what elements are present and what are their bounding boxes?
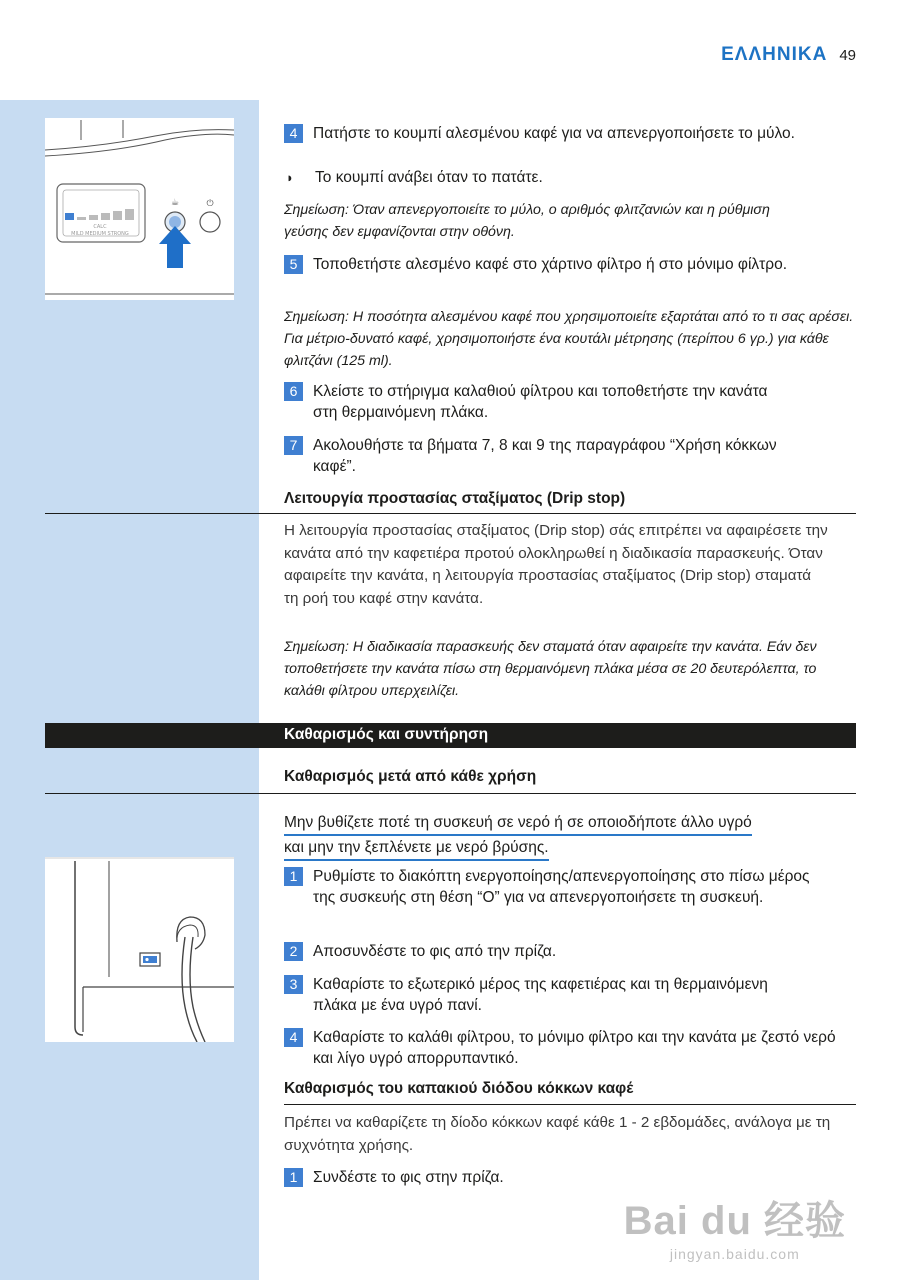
note-drip-stop xyxy=(284,636,856,702)
lid-cleaning-heading: Καθαρισμός του καπακιού διόδου κόκκων καφέ xyxy=(284,1080,634,1097)
svg-text:MILD MEDIUM STRONG: MILD MEDIUM STRONG xyxy=(71,231,129,237)
step-number: 5 xyxy=(284,255,303,274)
note-text: Όταν απενεργοποιείτε το μύλο, ο αριθμός φλιτζανιών και η ρύθμιση γεύσης δεν εμφανίζονται στην οθόνη. xyxy=(284,202,770,240)
plug-in-step-1 xyxy=(284,1167,856,1188)
note-text: Η ποσότητα αλεσμένου καφέ που χρησιμοποιείτε εξαρτάται από το τι σας αρέσει. Για μέτριο-δυνατό καφέ, χρησιμοποιήστε ένα κουτάλι μέτρησης (περίπου 6 γρ.) για κάθε φλιτζάνι (125 ml). xyxy=(284,309,854,369)
power-switch-illustration xyxy=(45,857,234,1042)
grinder-bullet xyxy=(284,167,856,188)
appliance-back-drawing xyxy=(45,857,234,1042)
step-text: Πατήστε το κουμπί αλεσμένου καφέ για να απενεργοποιήσετε το μύλο. xyxy=(313,125,795,142)
grinder-step-4 xyxy=(284,123,856,144)
step-number: 3 xyxy=(284,975,303,994)
step-text: Ακολουθήστε τα βήματα 7, 8 και 9 της παραγράφου “Χρήση κόκκων καφέ”. xyxy=(313,437,777,475)
section-band-title: Καθαρισμός και συντήρηση xyxy=(284,726,489,743)
clean-parts-step-4 xyxy=(284,1027,856,1069)
drip-stop-paragraph: Η λειτουργία προστασίας σταξίματος (Drip stop) σάς επιτρέπει να αφαιρέσετε την κανάτα από την καφετιέρα προτού ολοκληρωθεί η διαδικασία παρασκευής. Όταν αφαιρείτε την κανάτα, η λειτουργία προστασίας σταξίματος (Drip stop) σταματά τη ροή του καφέ στην κανάτα. xyxy=(284,522,828,607)
step-text: Αποσυνδέστε το φις από την πρίζα. xyxy=(313,943,557,960)
step-number: 7 xyxy=(284,436,303,455)
svg-text:⏻: ⏻ xyxy=(206,199,214,209)
step-number: 4 xyxy=(284,1028,303,1047)
step-text: Συνδέστε το φις στην πρίζα. xyxy=(313,1169,504,1186)
page-header xyxy=(721,44,856,66)
baidu-watermark xyxy=(624,1189,846,1262)
unplug-step-2 xyxy=(284,941,856,962)
svg-text:☕: ☕ xyxy=(170,198,180,208)
drip-stop-heading: Λειτουργία προστασίας σταξίματος (Drip stop) xyxy=(284,490,626,507)
note-text: Η διαδικασία παρασκευής δεν σταματά όταν αφαιρείτε την κανάτα. Εάν δεν τοποθετήσετε την κανάτα πίσω στη θερμαινόμενη πλάκα μέσα σε 20 δευτερόλεπτα, το καλάθι φίλτρου υπερχειλίζει. xyxy=(284,639,817,699)
control-panel-illustration xyxy=(45,118,234,300)
note-label: Σημείωση: xyxy=(284,309,349,325)
note-coffee-amount xyxy=(284,306,856,372)
close-filter-step-6 xyxy=(284,381,794,423)
note-label: Σημείωση: xyxy=(284,202,349,218)
bullet-text: Το κουμπί ανάβει όταν το πατάτε. xyxy=(315,169,543,186)
clean-exterior-step-3 xyxy=(284,974,814,1016)
lid-cleaning-paragraph: Πρέπει να καθαρίζετε τη δίοδο κόκκων καφέ κάθε 1 - 2 εβδομάδες, ανάλογα με τη συχνότητα χρήσης. xyxy=(284,1114,831,1154)
section-band xyxy=(45,723,856,748)
page-number: 49 xyxy=(839,47,856,64)
svg-text:CALC: CALC xyxy=(93,224,107,230)
warning-line-1: Μην βυθίζετε ποτέ τη συσκευή σε νερό ή σε οποιοδήποτε άλλο υγρό xyxy=(284,811,752,836)
watermark-url: jingyan.baidu.com xyxy=(669,1246,800,1262)
step-number: 2 xyxy=(284,942,303,961)
divider xyxy=(45,513,856,514)
follow-steps-step-7 xyxy=(284,435,814,477)
step-number: 1 xyxy=(284,867,303,886)
step-number: 6 xyxy=(284,382,303,401)
watermark-brand: Bai du 经验 xyxy=(623,1199,846,1243)
note-grinder-off xyxy=(284,199,814,243)
cleaning-after-use-heading: Καθαρισμός μετά από κάθε χρήση xyxy=(284,768,537,785)
warning-block xyxy=(284,811,856,861)
divider xyxy=(284,1104,856,1105)
step-number: 4 xyxy=(284,124,303,143)
control-panel-drawing xyxy=(45,118,234,300)
step-text: Ρυθμίστε το διακόπτη ενεργοποίησης/απενεργοποίησης στο πίσω μέρος της συσκευής στη θέση “O” για να απενεργοποιήσετε τη συσκευή. xyxy=(313,868,810,906)
bullet-icon: ◗ xyxy=(286,170,294,185)
note-label: Σημείωση: xyxy=(284,639,349,655)
step-text: Καθαρίστε το εξωτερικό μέρος της καφετιέρας και τη θερμαινόμενη πλάκα με ένα υγρό πανί. xyxy=(313,976,768,1014)
step-text: Καθαρίστε το καλάθι φίλτρου, το μόνιμο φίλτρο και την κανάτα με ζεστό νερό και λίγο υγρό απορρυπαντικό. xyxy=(313,1029,836,1067)
step-text: Κλείστε το στήριγμα καλαθιού φίλτρου και τοποθετήστε την κανάτα στη θερμαινόμενη πλάκα. xyxy=(313,383,768,421)
language-label: ΕΛΛΗΝΙΚΑ xyxy=(721,44,828,65)
switch-off-step-1 xyxy=(284,866,814,908)
warning-line-2: και μην την ξεπλένετε με νερό βρύσης. xyxy=(284,836,549,861)
divider xyxy=(45,793,856,794)
ground-coffee-step-5 xyxy=(284,254,794,275)
step-number: 1 xyxy=(284,1168,303,1187)
step-text: Τοποθετήστε αλεσμένο καφέ στο χάρτινο φίλτρο ή στο μόνιμο φίλτρο. xyxy=(313,256,787,273)
